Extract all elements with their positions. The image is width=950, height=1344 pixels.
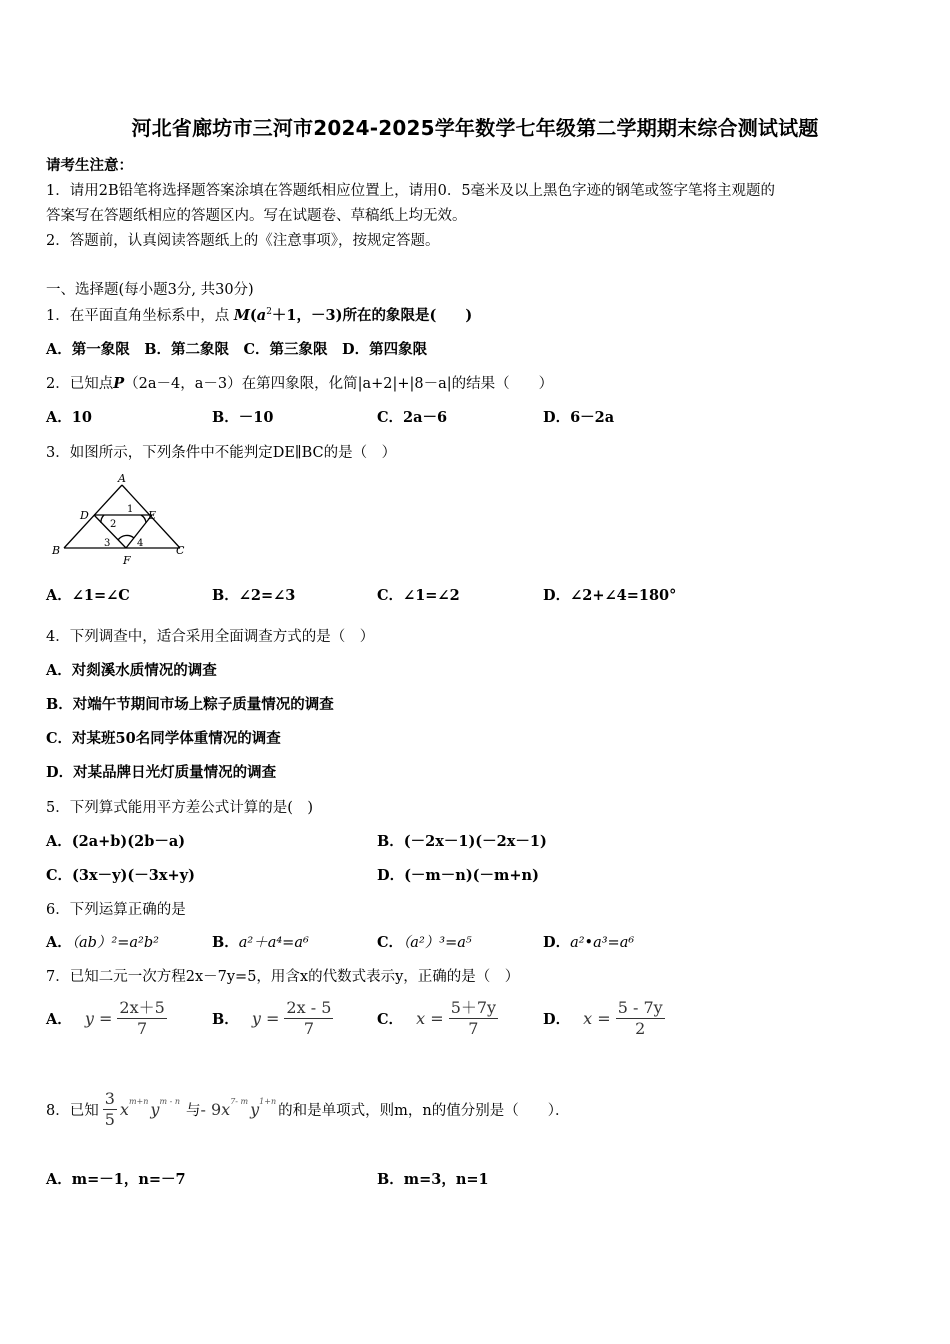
q7-option-a[interactable]: [46, 998, 167, 1046]
label-b: B: [52, 544, 61, 557]
q8-term2-x: x: [221, 1099, 231, 1119]
q8-fraction-denominator: 5: [104, 1109, 115, 1129]
q8-term1-x-exponent: m+n: [128, 1096, 149, 1106]
q7-c-numerator: 5＋7y: [450, 998, 497, 1017]
q2-option-c[interactable]: C．2a－6: [377, 409, 448, 426]
q8-mid: 与: [185, 1102, 201, 1119]
q3-option-b[interactable]: B．∠2=∠3: [212, 587, 296, 604]
q1-var-a: a: [256, 307, 267, 324]
label-c: C: [176, 544, 185, 557]
q4-option-a[interactable]: A．对剡溪水质情况的调查: [46, 662, 217, 679]
q8-term1-x: x: [119, 1099, 129, 1119]
notice-item-2: 2．答题前，认真阅读答题纸上的《注意事项》，按规定答题。: [46, 233, 440, 249]
q7-option-c[interactable]: [377, 998, 498, 1046]
question-2-stem: [46, 372, 553, 393]
q7-c-label: C．: [377, 1011, 404, 1028]
q1-prefix: 1．在平面直角坐标系中，点: [46, 308, 230, 324]
q1-expr-rest: ＋1，－3)所在的象限是( ): [271, 307, 473, 324]
q8-term1-y: y: [150, 1099, 160, 1119]
q3-option-d[interactable]: D．∠2+∠4=180°: [543, 587, 677, 604]
question-7-stem: 7．已知二元一次方程2x－7y=5，用含x的代数式表示y，正确的是（ ）: [46, 969, 520, 985]
q7-b-numerator: 2x - 5: [286, 998, 332, 1017]
q3-option-a[interactable]: A．∠1=∠C: [46, 587, 130, 604]
q2-point-p: P: [113, 375, 125, 392]
q6-a-expr: （ab）²=a²b²: [71, 935, 159, 951]
q5-option-c[interactable]: C．(3x－y)(－3x+y): [46, 867, 195, 884]
q7-d-numerator: 5 - 7y: [617, 998, 663, 1017]
q5-option-a[interactable]: A．(2a+b)(2b－a): [46, 833, 186, 850]
q7-a-numerator: 2x＋5: [119, 998, 165, 1017]
q7-c-denominator: 7: [468, 1019, 479, 1038]
angle-1-arc: [141, 515, 146, 523]
q7-d-label: D．: [543, 1011, 571, 1028]
q8-term2-x-exponent: 7- m: [230, 1096, 249, 1106]
q2-rest: （2a－4，a－3）在第四象限，化简|a+2|+|8－a|的结果（ ）: [124, 376, 554, 392]
q6-option-a[interactable]: [46, 931, 159, 952]
q2-option-b[interactable]: B．－10: [212, 409, 274, 426]
q7-b-denominator: 7: [303, 1019, 314, 1038]
label-d: D: [80, 509, 89, 522]
q7-b-fraction: [284, 998, 333, 1039]
angle-2-arc: [101, 515, 104, 523]
side-ab: [64, 485, 122, 548]
q8-fraction-numerator: 3: [104, 1088, 115, 1108]
q1-square: 2: [266, 307, 272, 318]
q6-c-label: C．: [377, 934, 404, 951]
question-4-stem: 4．下列调查中，适合采用全面调查方式的是（ ）: [46, 629, 375, 645]
question-3-stem: 3．如图所示，下列条件中不能判定DE∥BC的是（ ）: [46, 445, 397, 461]
notice-heading: 请考生注意：: [46, 157, 133, 174]
q8-option-a[interactable]: A．m=－1，n=－7: [46, 1171, 186, 1188]
q2-option-d[interactable]: D．6－2a: [543, 409, 615, 426]
q7-a-denominator: 7: [137, 1019, 148, 1038]
label-angle-3: 3: [104, 538, 111, 549]
section-heading: 一、选择题(每小题3分, 共30分): [46, 282, 254, 298]
q7-a-lhs: y =: [84, 1009, 113, 1028]
q4-option-d[interactable]: D．对某品牌日光灯质量情况的调查: [46, 764, 277, 781]
q6-b-expr: a²＋a⁴=a⁶: [238, 935, 309, 951]
q6-c-expr: （a²）³=a⁵: [403, 935, 472, 951]
label-a: A: [118, 472, 126, 485]
q7-c-lhs: x =: [416, 1009, 444, 1028]
q8-fraction: [103, 1089, 117, 1130]
triangle-figure: [44, 470, 194, 570]
q4-option-c[interactable]: C．对某班50名同学体重情况的调查: [46, 730, 281, 747]
q6-b-label: B．: [212, 934, 239, 951]
q7-a-fraction: [117, 998, 166, 1039]
q5-option-b[interactable]: B．(－2x－1)(－2x－1): [377, 833, 547, 850]
q6-d-expr: a²•a³=a⁶: [570, 935, 635, 951]
q7-a-label: A．: [46, 1011, 72, 1028]
q7-d-lhs: x =: [583, 1009, 611, 1028]
page-title: 河北省廊坊市三河市2024-2025学年数学七年级第二学期期末综合测试试题: [131, 116, 819, 140]
q7-d-fraction: [616, 998, 665, 1039]
label-angle-2: 2: [110, 519, 117, 530]
q8-term2-y: y: [250, 1099, 260, 1119]
q6-d-label: D．: [543, 934, 571, 951]
q7-option-d[interactable]: [543, 998, 665, 1046]
question-1-stem: [46, 304, 472, 325]
angle-f-arc: [118, 535, 134, 540]
q8-term1-y-exponent: m - n: [159, 1096, 180, 1106]
q8-term2-coef: - 9: [200, 1099, 222, 1119]
q2-prefix: 2．已知点: [46, 376, 114, 392]
q6-option-d[interactable]: [543, 931, 634, 952]
q7-c-fraction: [449, 998, 498, 1039]
q8-option-b[interactable]: B．m=3，n=1: [377, 1171, 489, 1188]
q5-option-d[interactable]: D．(－m－n)(－m+n): [377, 867, 539, 884]
label-angle-4: 4: [137, 538, 144, 549]
q1-point-m: M: [233, 307, 250, 324]
q8-term2-y-exponent: 1+n: [259, 1096, 277, 1106]
question-5-stem: 5．下列算式能用平方差公式计算的是( ): [46, 800, 314, 816]
q7-d-denominator: 2: [635, 1019, 646, 1038]
label-angle-1: 1: [127, 504, 134, 515]
notice-item-1-line-1: 1．请用2B铅笔将选择题答案涂填在答题纸相应位置上，请用0．5毫米及以上黑色字迹的钢笔或签字笔将主观题的: [46, 183, 776, 199]
q7-option-b[interactable]: [212, 998, 333, 1046]
q3-option-c[interactable]: C．∠1=∠2: [377, 587, 460, 604]
question-1-options: A．第一象限 B．第二象限 C．第三象限 D．第四象限: [46, 341, 428, 358]
notice-item-1-line-2: 答案写在答题纸相应的答题区内。写在试题卷、草稿纸上均无效。: [46, 208, 467, 224]
q8-suffix: 的和是单项式，则m，n的值分别是（ ）．: [278, 1102, 570, 1119]
q4-option-b[interactable]: B．对端午节期间市场上粽子质量情况的调查: [46, 696, 334, 713]
q6-option-c[interactable]: [377, 931, 472, 952]
q6-a-label: A．: [46, 934, 72, 951]
q2-option-a[interactable]: A．10: [46, 409, 92, 426]
q1-expr-open: (: [249, 307, 257, 324]
q6-option-b[interactable]: [212, 931, 309, 952]
q7-b-label: B．: [212, 1011, 239, 1028]
label-e: E: [148, 509, 157, 522]
question-8-stem: [46, 1083, 569, 1135]
question-6-stem: 6．下列运算正确的是: [46, 902, 186, 918]
q8-prefix: 8．已知: [46, 1102, 99, 1119]
q7-b-lhs: y =: [251, 1009, 280, 1028]
label-f: F: [123, 554, 131, 567]
